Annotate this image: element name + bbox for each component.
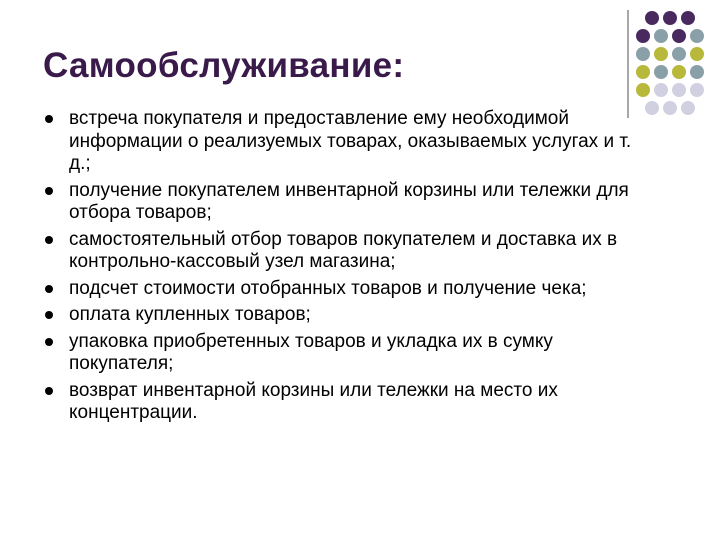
bullet-item <box>44 278 644 301</box>
decorative-dot-lavender <box>654 83 668 97</box>
decorative-dot-lavender <box>663 101 677 115</box>
bullet-text: подсчет стоимости отобранных товаров и получение чека; <box>69 277 587 299</box>
decorative-dot-olive <box>636 83 650 97</box>
decorative-dot-teal <box>690 65 704 79</box>
bullet-icon <box>45 338 53 346</box>
decorative-dot-purple <box>681 11 695 25</box>
bullet-icon <box>45 187 53 195</box>
decorative-dot-lavender <box>672 83 686 97</box>
bullet-icon <box>45 387 53 395</box>
bullet-text: оплата купленных товаров; <box>69 304 311 325</box>
decorative-dot-lavender <box>681 101 695 115</box>
decorative-dot-purple <box>636 29 650 43</box>
decorative-dot-purple <box>663 11 677 25</box>
decorative-dot-purple <box>672 29 686 43</box>
bullet-icon <box>45 236 53 244</box>
decorative-dot-olive <box>636 65 650 79</box>
bullet-text: возврат инвентарной корзины или тележки на место их концентрации. <box>69 379 558 423</box>
bullet-text: упаковка приобретенных товаров и укладка их в сумку покупателя; <box>69 330 553 374</box>
bullet-text: самостоятельный отбор товаров покупателем и доставка их в контрольно-кассовый узел магазина; <box>69 228 618 272</box>
decorative-dot-olive <box>654 47 668 61</box>
decorative-dot-teal <box>672 47 686 61</box>
bullet-icon <box>45 311 53 319</box>
decorative-dot-grid <box>636 11 716 121</box>
bullet-icon <box>45 285 53 293</box>
decorative-dot-olive <box>672 65 686 79</box>
decorative-dot-olive <box>690 47 704 61</box>
slide-title: Самообслуживание: <box>43 46 405 85</box>
decorative-dot-teal <box>690 29 704 43</box>
decorative-dot-teal <box>636 47 650 61</box>
decorative-dot-teal <box>654 29 668 43</box>
decorative-dot-lavender <box>690 83 704 97</box>
bullet-text: получение покупателем инвентарной корзины или тележки для отбора товаров; <box>69 179 629 223</box>
decorative-dot-purple <box>645 11 659 25</box>
decorative-dot-lavender <box>645 101 659 115</box>
decorative-dot-teal <box>654 65 668 79</box>
bullet-item <box>44 180 644 225</box>
bullet-text: встреча покупателя и предоставление ему необходимой информации о реализуемых товарах, оказываемых услугах и т. д.; <box>69 108 632 174</box>
bullet-item <box>44 108 644 176</box>
bullet-item <box>44 331 644 376</box>
bullet-icon <box>45 115 53 123</box>
vertical-divider-line <box>627 10 629 118</box>
bullet-item <box>44 380 644 425</box>
bullet-item <box>44 229 644 274</box>
bullet-item <box>44 304 644 327</box>
bullet-list <box>44 108 644 429</box>
